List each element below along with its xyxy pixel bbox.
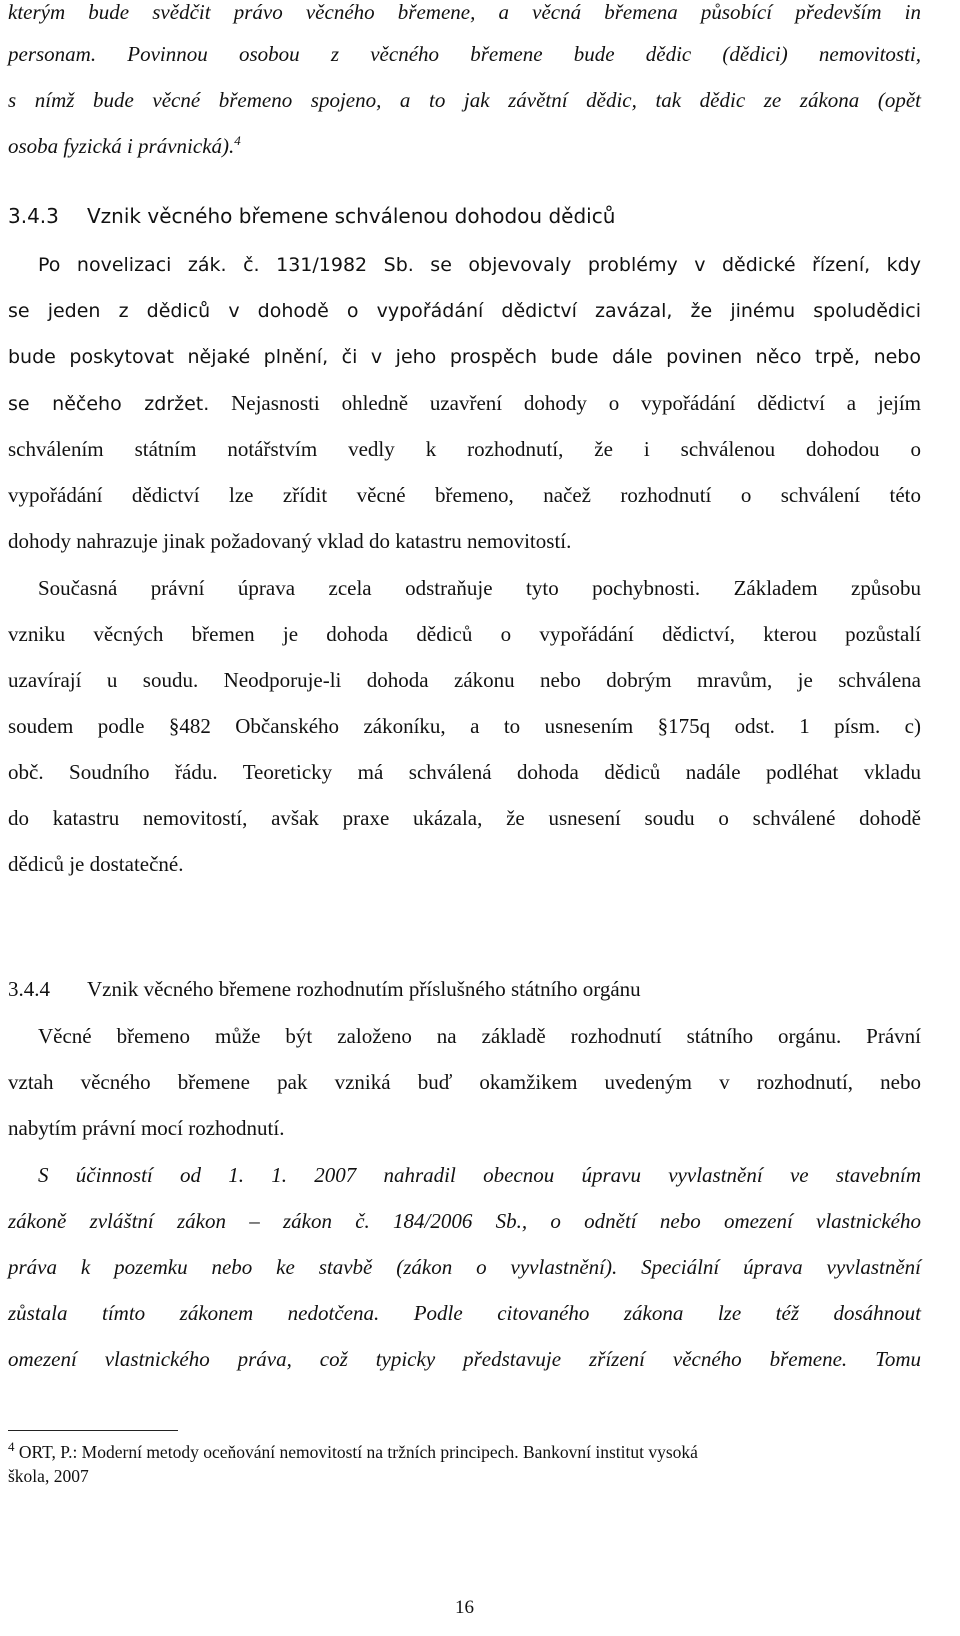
text-line: zákoně zvláštní zákon – zákon č. 184/2006 Sb., o odnětí nebo omezení vlastnického [8, 1209, 921, 1233]
text-line: zůstala tímto zákonem nedotčena. Podle citovaného zákona lze též dosáhnout [8, 1301, 921, 1325]
footnote-continuation: škola, 2007 [8, 1466, 89, 1486]
text-line: Současná právní úprava zcela odstraňuje tyto pochybnosti. Základem způsobu [38, 576, 921, 600]
text-line: nabytím právní mocí rozhodnutí. [8, 1116, 285, 1140]
footnote-reference: 4 [234, 133, 241, 148]
text-line: personam. Povinnou osobou z věcného břemene bude dědic (dědici) nemovitosti, [8, 42, 921, 66]
text-line: práva k pozemku nebo ke stavbě (zákon o vyvlastnění). Speciální úprava vyvlastnění [8, 1255, 921, 1279]
text-line: bude poskytovat nějaké plnění, či v jeho prospěch bude dále povinen něco trpě, nebo [8, 346, 921, 368]
text-line: kterým bude svědčit právo věcného břemene, a věcná břemena působící především in [8, 0, 921, 24]
text-line: Po novelizaci zák. č. 131/1982 Sb. se objevovaly problémy v dědické řízení, kdy [38, 254, 921, 276]
text-line: omezení vlastnického práva, což typicky představuje zřízení věcného břemene. Tomu [8, 1347, 921, 1371]
footnote: $^4$ ORT, P.: Moderní metody oceňování nemovitostí na tržních principech. Bankovní institut vysoká [8, 1439, 698, 1462]
footnote-divider [8, 1430, 178, 1431]
text-line: uzavírají u soudu. Neodporuje-li dohoda zákonu nebo dobrým mravům, je schválena [8, 668, 921, 692]
text-line: vztah věcného břemene pak vzniká buď okamžikem uvedeným v rozhodnutí, nebo [8, 1070, 921, 1094]
text-line: do katastru nemovitostí, avšak praxe ukázala, že usnesení soudu o schválené dohodě [8, 806, 921, 830]
text-line: vypořádání dědictví lze zřídit věcné břemeno, načež rozhodnutí o schválení této [8, 483, 921, 507]
footnote-number: 4 [8, 1439, 15, 1455]
section-number: 3.4.3 [8, 204, 59, 228]
text-line: Věcné břemeno může být založeno na základě rozhodnutí státního orgánu. Právní [38, 1024, 921, 1048]
text-line: S účinností od 1. 1. 2007 nahradil obecnou úpravu vyvlastnění ve stavebním [38, 1163, 921, 1187]
text-line: se jeden z dědiců v dohodě o vypořádání dědictví zavázal, že jinému spoludědici [8, 300, 921, 322]
section-title: Vznik věcného břemene schválenou dohodou dědiců [87, 204, 616, 228]
text-line: se něčeho zdržet. Nejasnosti ohledně uzavření dohody o vypořádání dědictví a jejím [8, 391, 922, 415]
text-line: soudem podle §482 Občanského zákoníku, a to usnesením §175q odst. 1 písm. c) [8, 714, 921, 738]
document-page [8, 0, 921, 1636]
section-title: Vznik věcného břemene rozhodnutím příslušného státního orgánu [87, 977, 641, 1001]
text-line: s nímž bude věcné břemeno spojeno, a to jak závětní dědic, tak dědic ze zákona (opět [8, 88, 921, 112]
text-line: obč. Soudního řádu. Teoreticky má schválená dohoda dědiců nadále podléhat vkladu [8, 760, 921, 784]
text-line: osoba fyzická i právnická).$^4$ [8, 133, 241, 158]
text-line: schválením státním notářstvím vedly k rozhodnutí, že i schválenou dohodou o [8, 437, 921, 461]
text-line: vzniku věcných břemen je dohoda dědiců o vypořádání dědictví, kterou pozůstalí [8, 622, 921, 646]
text-line: dědiců je dostatečné. [8, 852, 184, 876]
section-heading-3-4-3 [8, 203, 615, 229]
text-line: dohody nahrazuje jinak požadovaný vklad do katastru nemovitostí. [8, 529, 572, 553]
page-number: 16 [455, 1597, 474, 1618]
section-heading-3-4-4 [8, 976, 641, 1002]
section-number: 3.4.4 [8, 977, 50, 1001]
